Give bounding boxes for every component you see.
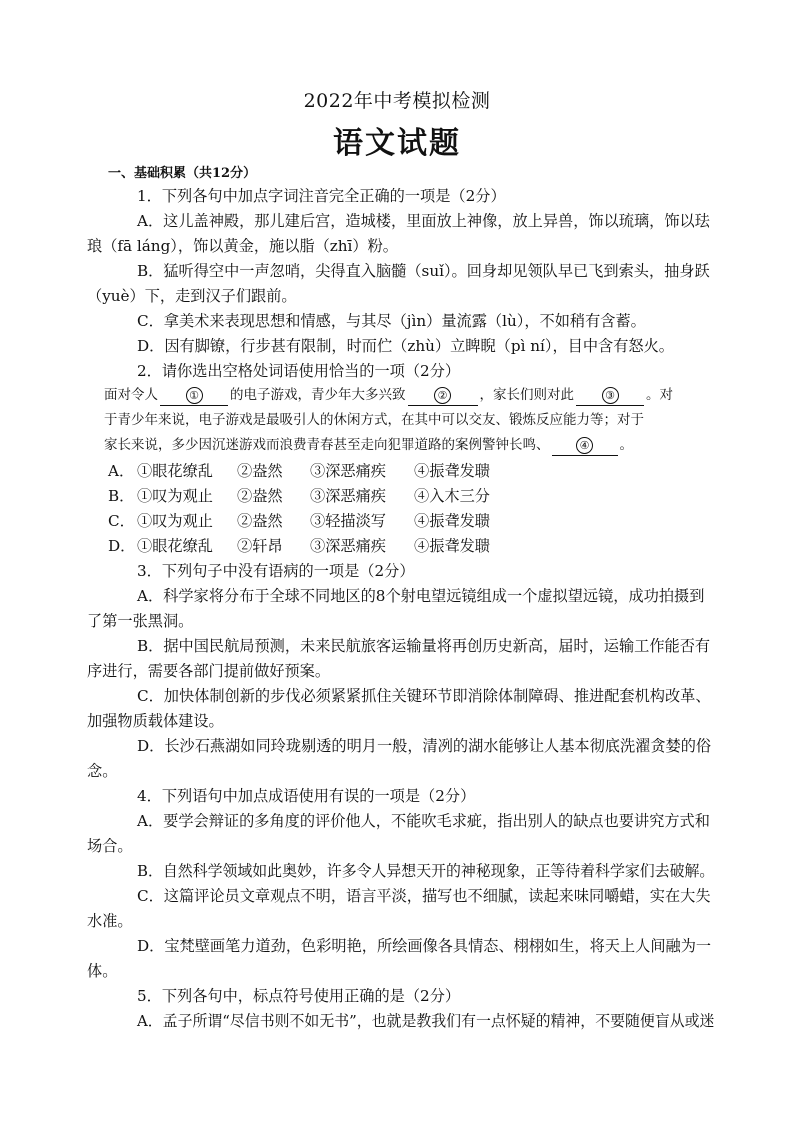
option-word-1: ①眼花缭乱 (137, 537, 213, 555)
option-word-2: ②盎然 (237, 487, 283, 505)
q3-option-c-line2: 加强物质载体建设。 (87, 712, 224, 730)
q3-option-a-line2: 了第一张黑洞。 (87, 612, 194, 630)
q2-passage-text: 家长来说，多少因沉迷游戏而浪费青春甚至走向犯罪道路的案例警钟长鸣、 (104, 437, 550, 453)
section-heading: 一、基础积累（共12分） (108, 166, 257, 181)
q5-stem: 5．下列各句中，标点符号使用正确的是（2分） (137, 987, 461, 1005)
q3-option-d-line1: D．长沙石燕湖如同玲珑剔透的明月一般，清冽的湖水能够让人基本彻底洗濯贪婪的俗 (137, 737, 712, 755)
exam-title: 2022年中考模拟检测 (303, 90, 491, 112)
option-word-4: ④入木三分 (414, 487, 490, 505)
q2-passage-text: 。对 (646, 387, 673, 403)
option-word-2: ②轩昂 (237, 537, 283, 555)
q1-option-a-line1: A．这儿盖神殿，那儿建后宫，造城楼，里面放上神像，放上异兽，饰以琉璃，饰以珐 (137, 212, 710, 230)
q2-stem: 2．请你选出空格处词语使用恰当的一项（2分） (137, 362, 461, 380)
q4-stem: 4．下列语句中加点成语使用有误的一项是（2分） (137, 787, 476, 805)
option-word-1: ①眼花缭乱 (137, 462, 213, 480)
q5-option-a-line1: A．孟子所谓“尽信书则不如无书”，也就是教我们有一点怀疑的精神，不要随便盲从或迷 (137, 1012, 715, 1030)
q1-option-c: C．拿美术来表现思想和情感，与其尽（jìn）量流露（lù），不如稍有含蓄。 (137, 312, 646, 330)
q4-option-a-line2: 场合。 (87, 837, 133, 855)
q2-passage-text: 。 (619, 437, 633, 453)
q4-option-d-line1: D．宝梵壁画笔力道劲，色彩明艳，所绘画像各具情态、栩栩如生，将天上人间融为一 (137, 937, 712, 955)
option-word-2: ②盎然 (237, 462, 283, 480)
q3-option-b-line1: B．据中国民航局预测，未来民航旅客运输量将再创历史新高，届时，运输工作能否有 (137, 637, 711, 655)
q2-passage-line3 (104, 435, 633, 456)
q4-option-a-line1: A．要学会辩证的多角度的评价他人，不能吹毛求疵，指出别人的缺点也要讲究方式和 (137, 812, 710, 830)
q3-option-a-line1: A．科学家将分布于全球不同地区的8个射电望远镜组成一个虚拟望远镜，成功拍摄到 (137, 587, 705, 605)
q2-passage-text: ，家长们则对此 (479, 387, 574, 403)
option-word-3: ③轻描淡写 (310, 512, 386, 530)
blank-marker: ③ (602, 387, 619, 404)
option-word-3: ③深恶痛疾 (310, 537, 386, 555)
q4-option-b: B．自然科学领域如此奥妙，许多令人异想天开的神秘现象，正等待着科学家们去破解。 (137, 862, 715, 880)
option-letter: B． (108, 487, 135, 505)
option-word-3: ③深恶痛疾 (310, 487, 386, 505)
blank-2 (408, 385, 478, 406)
blank-1 (160, 385, 228, 406)
option-word-4: ④振聋发聩 (414, 462, 490, 480)
option-letter: A． (108, 462, 135, 480)
option-word-1: ①叹为观止 (137, 512, 213, 530)
q3-option-d-line2: 念。 (87, 762, 118, 780)
q3-stem: 3．下列句子中没有语病的一项是（2分） (137, 562, 415, 580)
option-word-4: ④振聋发聩 (414, 537, 490, 555)
blank-4 (552, 435, 618, 456)
q2-passage-text: 的电子游戏，青少年大多兴致 (230, 387, 406, 403)
option-word-3: ③深恶痛疾 (310, 462, 386, 480)
q3-option-b-line2: 序进行，需要各部门提前做好预案。 (87, 662, 330, 680)
option-letter: D． (108, 537, 136, 555)
option-letter: C． (108, 512, 135, 530)
q1-option-a-line2: 琅（fā láng），饰以黄金，施以脂（zhī）粉。 (87, 237, 398, 255)
q1-option-b-line1: B．猛听得空中一声忽哨，尖得直入脑髓（suǐ）。回身却见领队早已飞到索头，抽身跃 (137, 262, 710, 280)
q2-passage-line1 (104, 385, 673, 406)
option-word-1: ①叹为观止 (137, 487, 213, 505)
blank-3 (576, 385, 644, 406)
q3-option-c-line1: C．加快体制创新的步伐必须紧紧抓住关键环节即消除体制障碍、推进配套机构改革、 (137, 687, 711, 705)
q1-option-d: D．因有脚镣，行步甚有限制，时而伫（zhù）立睥睨（pì ní），目中含有怒火。 (137, 337, 674, 355)
q2-passage-text: 面对令人 (104, 387, 158, 403)
subject-title: 语文试题 (333, 126, 461, 161)
q4-option-c-line1: C．这篇评论员文章观点不明，语言平淡，描写也不细腻，读起来味同嚼蜡，实在大失 (137, 887, 711, 905)
q4-option-d-line2: 体。 (87, 962, 118, 980)
q4-option-c-line2: 水准。 (87, 912, 133, 930)
blank-marker: ④ (576, 437, 593, 454)
q2-passage-line2: 于青少年来说，电子游戏是最吸引人的休闲方式，在其中可以交友、锻炼反应能力等；对于 (104, 412, 644, 428)
blank-marker: ② (434, 387, 451, 404)
blank-marker: ① (186, 387, 203, 404)
q1-option-b-line2: （yuè）下，走到汉子们跟前。 (87, 287, 297, 305)
q1-stem: 1．下列各句中加点字词注音完全正确的一项是（2分） (137, 187, 506, 205)
option-word-2: ②盎然 (237, 512, 283, 530)
option-word-4: ④振聋发聩 (414, 512, 490, 530)
